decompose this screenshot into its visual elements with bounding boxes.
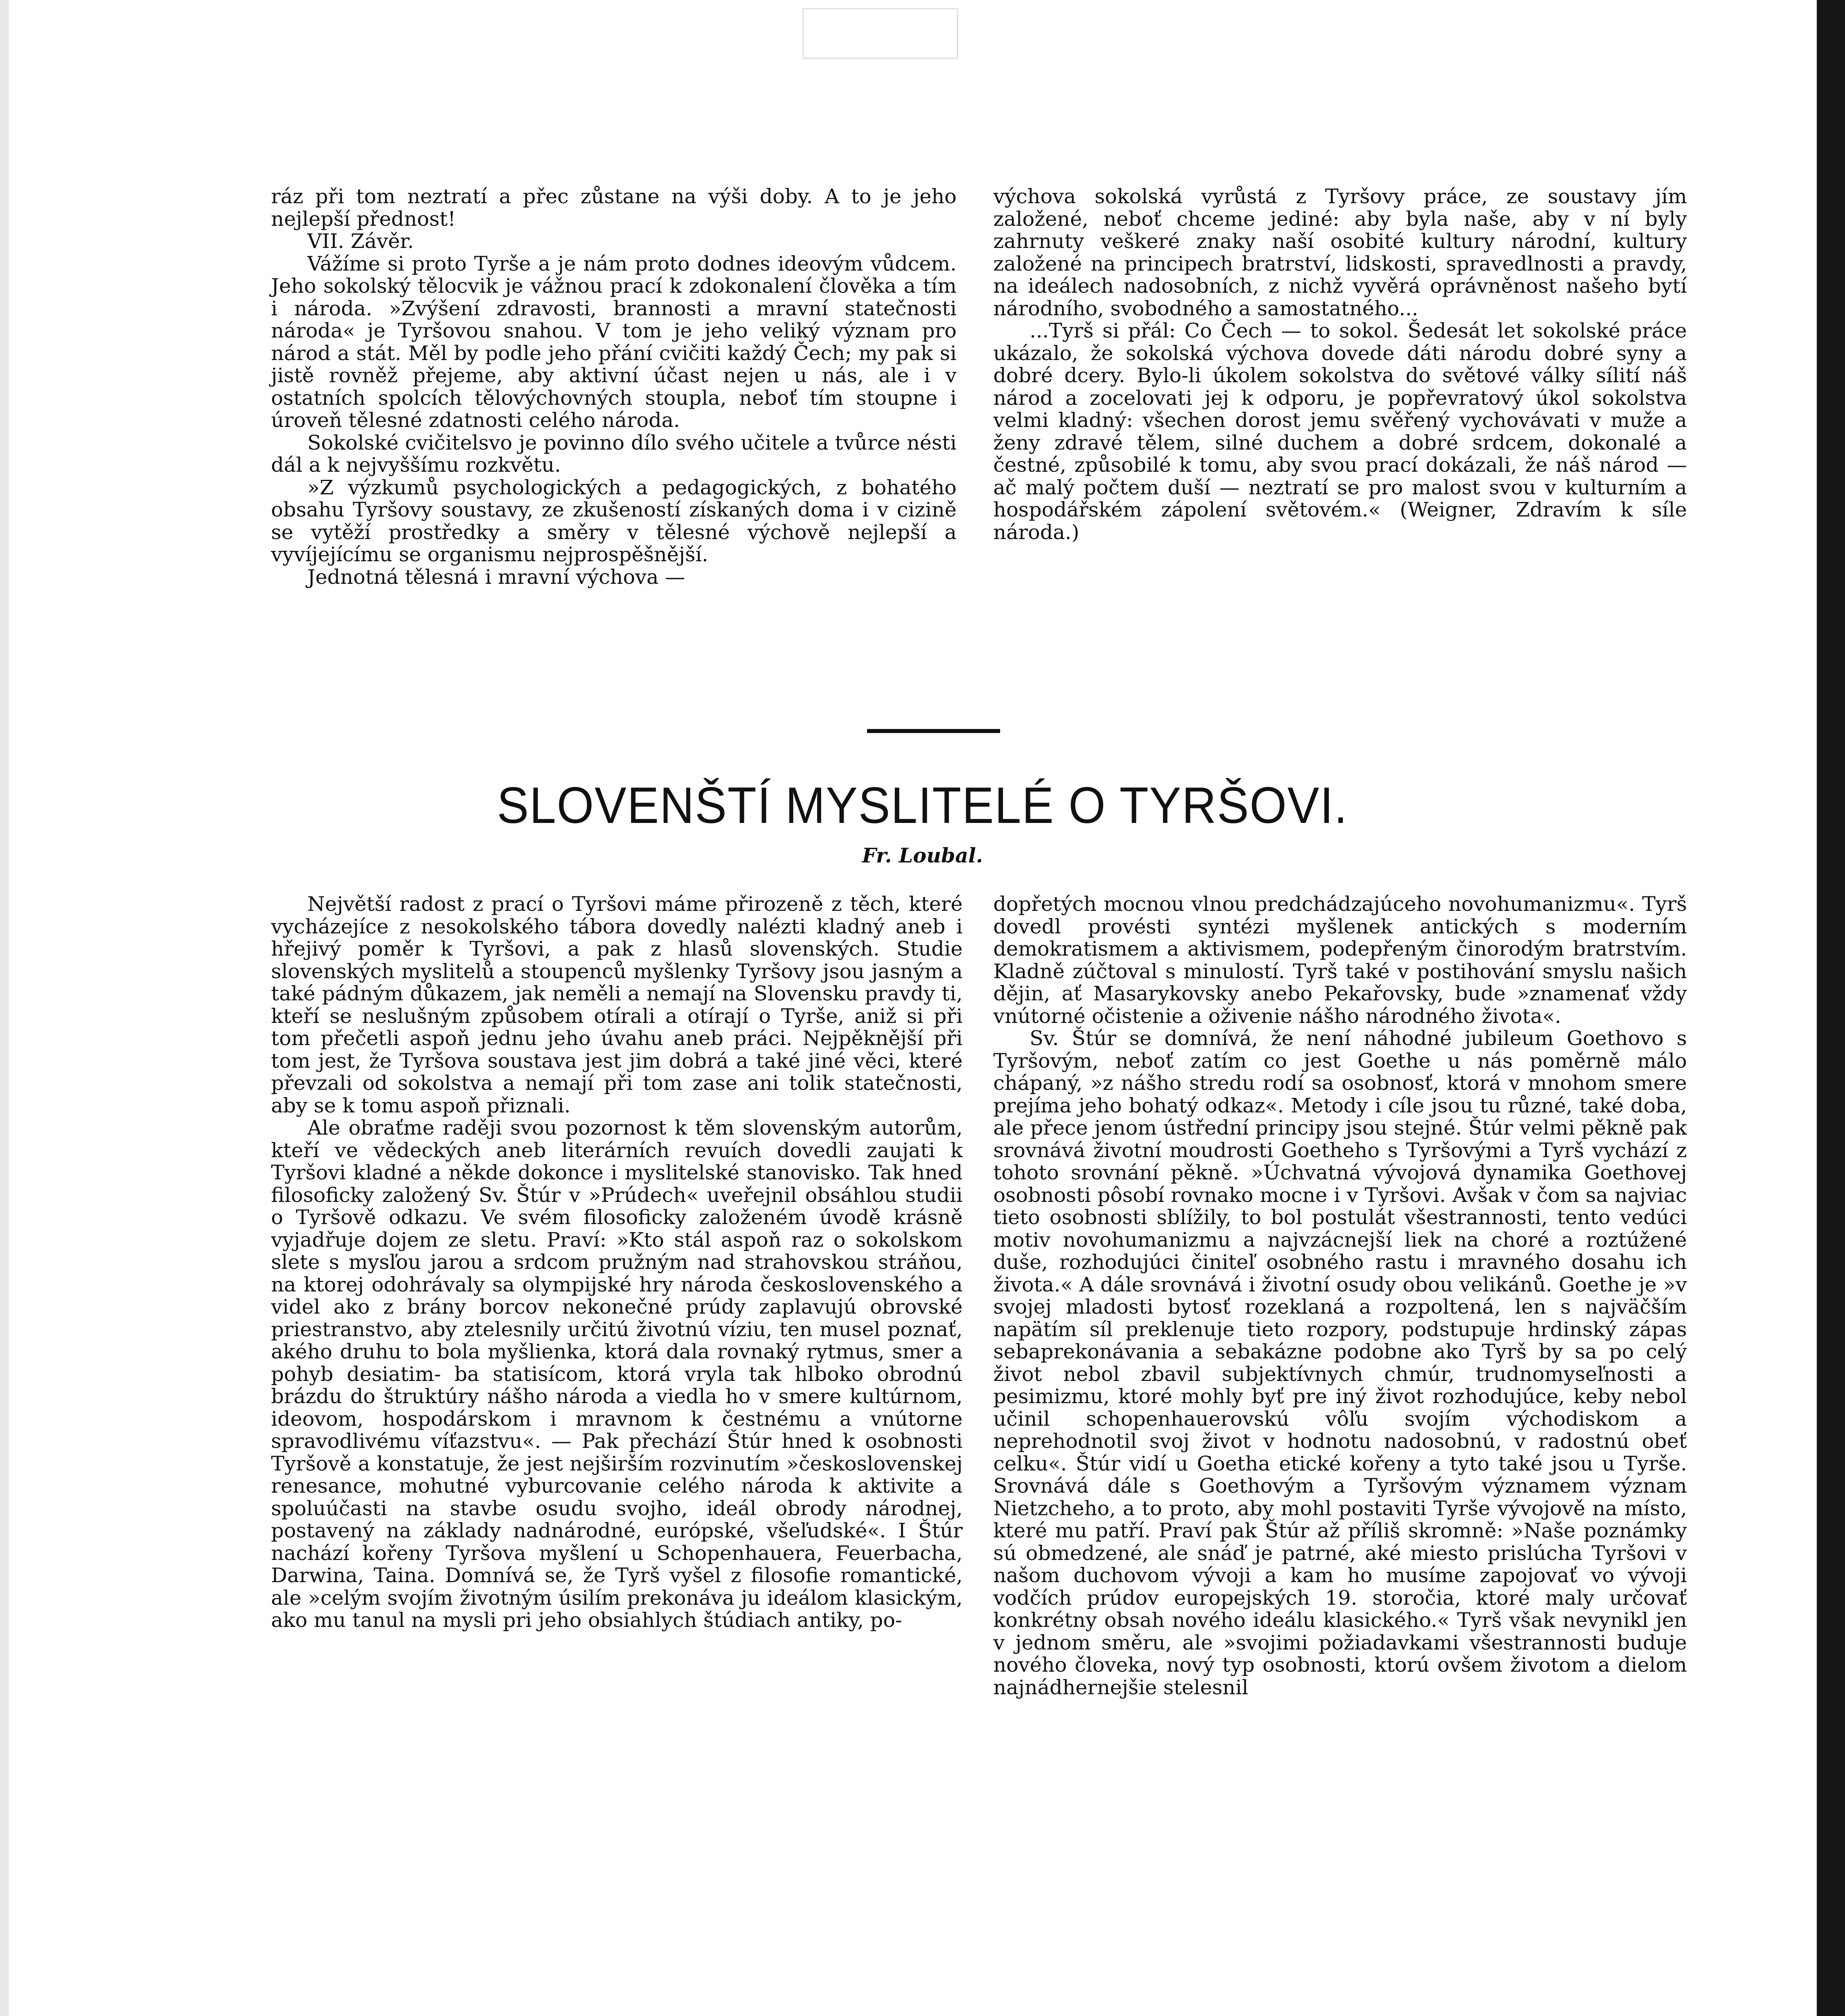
scan-border-left <box>0 0 9 2016</box>
paragraph: Největší radost z prací o Tyršovi máme přirozeně z těch, které vycházejíce z nesokolského tábora dovedly nalézti kladný aneb i hřejivý poměr k Tyršovi, a pak z hlasů slovenských. Studie slovenských myslitelů a stoupenců myšlenky Tyršovy jsou jasným a také pádným důkazem, jak neměli a nemají na Slovensku pravdy ti, kteří se neslušným způsobem otírali a otírají o Tyrše, aniž si při tom přečetli aspoň jednu jeho úvahu aneb práci. Nejpěknější při tom jest, že Tyršova soustava jest jim dobrá a také jiné věci, které převzali od sokolstva a nemají při tom zase ani tolik statečnosti, aby se k tomu aspoň přiznali. <box>271 892 963 1117</box>
paragraph: »Z výzkumů psychologických a pedagogických, z bohatého obsahu Tyršovy soustavy, ze zkušeností získaných doma i v cizině se vytěží prostředky a směry v tělesné výchově nejlepší a vyvíjejícímu se organismu nejprospěšnější. <box>271 475 957 566</box>
scan-smudge <box>803 8 958 59</box>
paragraph: ...Tyrš si přál: Co Čech — to sokol. Šedesát let sokolské práce ukázalo, že sokolská výchova dovede dáti národu dobré syny a dobré dcery. Bylo-li úkolem sokolstva do světové války sílití náš národ a zocelovati jej k odporu, je popřevratový úkol sokolstva velmi kladný: všechen dorost jemu svěřený vychovávati v muže a ženy zdravé tělem, silné duchem a dobré srdcem, dokonalé a čestné, způsobilé k tomu, aby svou prací dokázali, že náš národ — ač malý počtem duší — neztratí se pro malost svou v kulturním a hospodářském zápolení světovém.« (Weigner, Zdravím k síle národa.) <box>993 319 1687 544</box>
article-right-column <box>993 893 1687 1699</box>
scan-border-right <box>1817 0 1845 2016</box>
article-left-column <box>271 893 963 1632</box>
paragraph: Ale obraťme raději svou pozornost k těm slovenským autorům, kteří ve vědeckých aneb literárních revuích dovedli zaujati k Tyršovi kladné a někde dokonce i myslitelské stanovisko. Tak hned filosoficky založený Sv. Štúr v »Prúdech« uveřejnil obsáhlou studii o Tyršově odkazu. Ve svém filosoficky založeném úvodě krásně vyjadřuje dojem ze sletu. Praví: »Kto stál aspoň raz o sokolskom slete s mysľou jarou a srdcom pružným nad strahovskou stráňou, na ktorej odohrávaly sa olympijské hry národa československého a videl ako z brány borcov nekonečné prúdy zaplavujú obrovské priestranstvo, aby ztelesnily určitú životnú víziu, ten musel poznať, akého druhu to bola myšlienka, ktorá dala rovnaký rytmus, smer a pohyb desiatim- ba statisícom, ktorá vryla tak hlboko obrodnú brázdu do štruktúry nášho národa a viedla ho v smere kultúrnom, ideovom, hospodárskom i mravnom k čestnému a vnútorne spravodlivému víťazstvu«. — Pak přechází Štúr hned k osobnosti Tyršově a konstatuje, že jest nejširším rozvinutím »československej renesance, mohutné vyburcovanie celého národa k aktivite a spoluúčasti na stavbe osudu svojho, ideál obrody národnej, postavený na základy nadnárodné, európské, všeľudské«. I Štúr nachází kořeny Tyršova myšlení u Schopenhauera, Feuerbacha, Darwina, Taina. Domnívá se, že Tyrš vyšel z filosofie romantické, ale »celým svojím životným úsilím prekonáva ju ideálom klasickým, ako mu tanul na mysli pri jeho obsiahlych štúdiach antiky, po- <box>271 1116 963 1632</box>
article-title: SLOVENŠTÍ MYSLITELÉ O TYRŠOVI. <box>497 777 1348 835</box>
section-divider <box>867 729 1000 733</box>
paragraph: Jednotná tělesná i mravní výchova — <box>307 565 685 589</box>
article-author: Fr. Loubal. <box>862 843 983 867</box>
paragraph: výchova sokolská vyrůstá z Tyršovy práce, ze soustavy jím založené, neboť chceme jediné: aby byla naše, aby v ní byly zahrnuty veškeré znaky naší osobité kultury národní, kultury založené na principech bratrství, lidskosti, spravedlnosti a pravdy, na ideálech nadosobních, z nichž vyvěrá oprávněnost našeho bytí národního, svobodného a samostatného... <box>993 185 1687 320</box>
paragraph: dopřetých mocnou vlnou predchádzajúceho novohumanizmu«. Tyrš dovedl provésti syntézi myšlenek antických s moderním demokratismem a aktivismem, podepřeným činorodým bratrstvím. Kladně zúčtoval s minulostí. Tyrš také v postihování smyslu našich dějin, ať Masarykovsky anebo Pekařovsky, bude »znamenať vždy vnútorné očistenie a oživenie nášho národného života«. <box>993 892 1687 1028</box>
paragraph: Sv. Štúr se domnívá, že není náhodné jubileum Goethovo s Tyršovým, neboť zatím co jest Goethe u nás poměrně málo chápaný, »z nášho stredu rodí sa osobnosť, ktorá v mnohom smere prejíma jeho bohatý odkaz«. Metody i cíle jsou tu různé, také doba, ale přece jenom ústřední principy jsou stejné. Štúr velmi pěkně pak srovnává životní moudrosti Goetheho s Tyršovými a Tyrš vychází z tohoto srovnání pěkně. »Úchvatná vývojová dynamika Goethovej osobnosti pôsobí rovnako mocne i v Tyršovi. Avšak v čom sa najviac tieto osobnosti sblížily, to bol postulát všestrannosti, tento vedúci motiv novohumanizmu a najvzácnejší liek na choré a roztúžené duše, rozhodujúci činiteľ osobného rastu i mravného dosahu ich života.« A dále srovnává i životní osudy obou velikánů. Goethe je »v svojej mladosti bytosť rozeklaná a rozpoltená, len s najväčším napätím síl preklenuje tieto rozpory, podstupuje hrdinský zápas sebaprekonávania a sebakázne podobne ako Tyrš by sa po celý život nebol zbavil subjektívnych chmúr, trudnomyseľnosti a pesimizmu, ktoré mohly byť pre iný život rozhodujúce, keby nebol učinil schopenhauerovskú vôľu svojím východiskom a neprehodnotil svoj život v hodnotu nadosobnú, v radostnú obeť celku«. Štúr vidí u Goetha etické kořeny a tyto také jsou u Tyrše. Srovnává dále s Goethovým a Tyršovým významem význam Nietzcheho, a to proto, aby mohl postaviti Tyrše vývojově na místo, které mu patří. Praví pak Štúr až příliš skromně: »Naše poznámky sú obmedzené, ale snáď je patrné, aké miesto prislúcha Tyršovi v našom duchovom vývoji a kam ho musíme zapojovať vo vývoji vodčích prúdov europejských 19. storočia, ktoré maly určovať konkrétny obsah nového ideálu klasického.« Tyrš však nevynikl jen v jednom směru, ale »svojimi požiadavkami všestrannosti buduje nového človeka, nový typ osobnosti, ktorú ovšem životom a dielom najnádhernejšie stelesnil <box>993 1027 1687 1699</box>
previous-article-right-column <box>993 185 1687 544</box>
paragraph: ráz při tom neztratí a přec zůstane na výši doby. A to je jeho nejlepší přednost! <box>271 185 957 231</box>
previous-article-left-column <box>271 185 957 588</box>
paragraph: Sokolské cvičitelsvo je povinno dílo svého učitele a tvůrce nésti dál a k nejvyššímu rozkvětu. <box>271 431 957 477</box>
paragraph: Vážíme si proto Tyrše a je nám proto dodnes ideovým vůdcem. Jeho sokolský tělocvik je vážnou prací k zdokonalení člověka a tím i národa. »Zvýšení zdravosti, brannosti a mravní statečnosti národa« je Tyršovou snahou. V tom je jeho veliký význam pro národ a stát. Měl by podle jeho přání cvičiti každý Čech; my pak si jistě rovněž přejeme, aby aktivní účast nejen u nás, ale i v ostatních spolcích tělovýchovných stoupla, neboť tím stoupne i úroveň tělesné zdatnosti celého národa. <box>271 252 957 432</box>
section-heading: VII. Závěr. <box>307 229 414 253</box>
